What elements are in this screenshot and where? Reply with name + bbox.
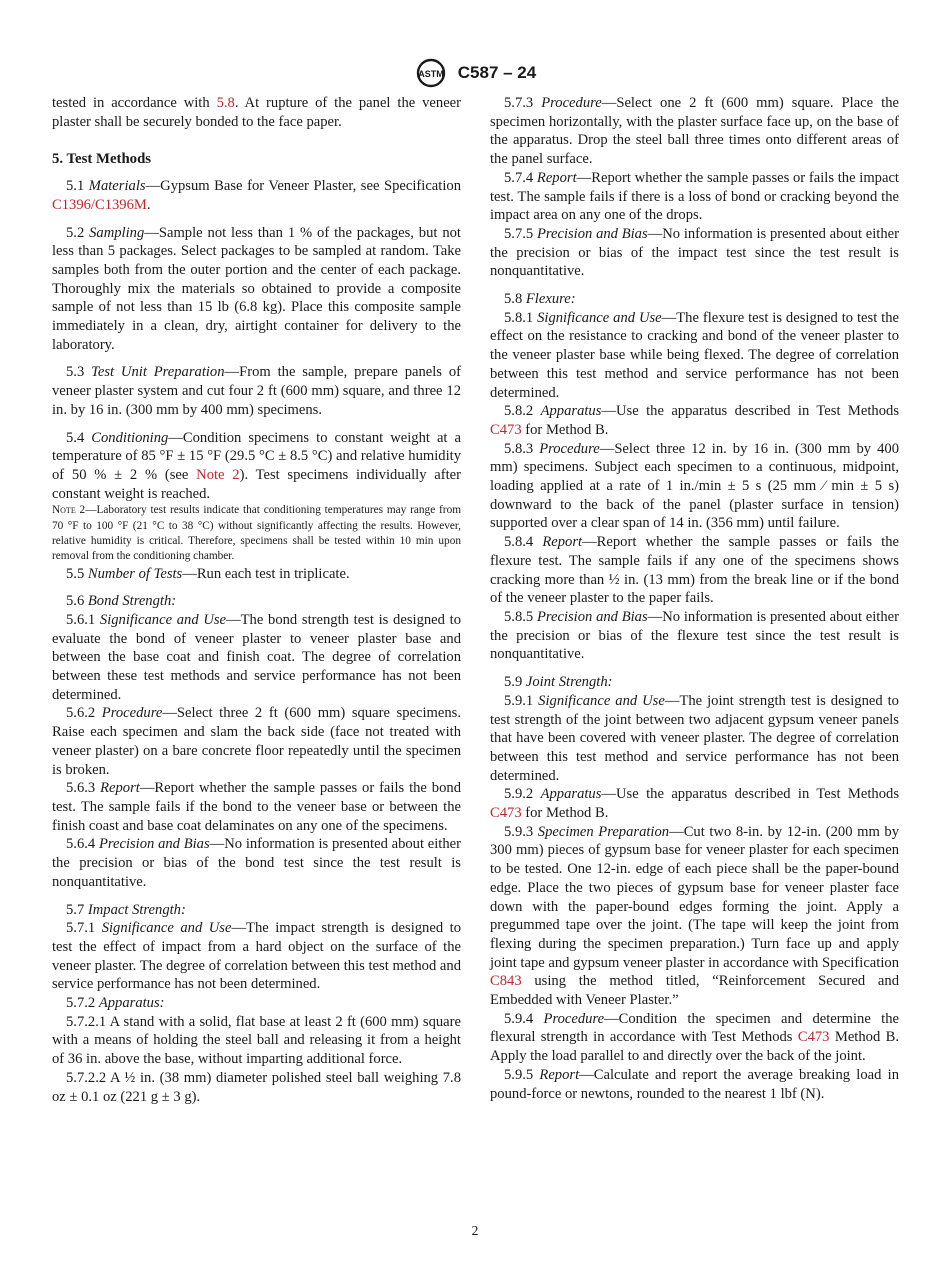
paragraph-continuation: tested in accordance with 5.8. At rupture of the panel the veneer plaster shall be securely bonded to the face paper. [52,95,462,130]
section-5-9-5: 5.9.5 Report—Calculate and report the average breaking load in pound-force or newtons, rounded to the nearest 1 lbf (N). [490,1066,899,1102]
standard-designation: C587 – 24 [457,63,537,82]
section-5-6: 5.6 Bond Strength: [66,593,177,610]
astm-logo-text: ASTM [418,69,444,79]
spec-link-c1396[interactable]: C1396/C1396M [52,196,147,213]
spec-link-c473[interactable]: C473 [797,1029,830,1046]
spec-link-c473[interactable]: C473 [490,421,522,438]
astm-logo-icon [414,58,448,88]
section-5-7-2-2: 5.7.2.2 A ½ in. (38 mm) diameter polished steel ball weighing 7.8 oz ± 0.1 oz (221 g ± 3 g). [52,1069,461,1105]
section-5-7-2: 5.7.2 Apparatus: [66,995,165,1012]
section-5-5: 5.5 Number of Tests—Run each test in triplicate. [66,565,350,582]
section-5-8: 5.8 Flexure: [504,291,576,308]
section-5-7-2-1: 5.7.2.1 A stand with a solid, flat base at least 2 ft (600 mm) square with a means of holding the steel ball and releasing it from a height of 36 in. above the base, without imparting additional force. [52,1013,461,1068]
section-5-7-4: 5.7.4 Report—Report whether the sample passes or fails the impact test. The sample fails if there is a loss of bond or cracking beyond the impact area on any one of the drops. [490,169,899,224]
section-5-9-3: 5.9.3 Specimen Preparation—Cut two 8-in. by 12-in. (200 mm by 300 mm) pieces of gypsum base for veneer plaster for each specimen to be tested. One 12-in. edge of each piece shall be the paper-bound edge. Place the two pieces of gypsum base for veneer plaster face down with the paper-bound edges forming the joint. Apply a pregummed tape over the joint. (The tape will keep the joint from flexing during the specimen preparation.) Turn face up and apply joint tape and gypsum veneer plaster in accordance with Specification C843 using the method titled, “Reinforcement Secured and Embedded with Veneer Plaster.” [490,823,899,1009]
section-5-8-2: 5.8.2 Apparatus—Use the apparatus described in Test Methods C473 for Method B. [490,403,899,438]
note-2: Note 2—Laboratory test results indicate that conditioning temperatures may range from 70 °F to 100 °F (21 °C to 38 °C) without significantly affecting the results. However, relative humidity is critical. Therefore, specimens shall be tested within 10 min upon removal from the conditioning chamber. [52,504,462,563]
section-link-5-8[interactable]: 5.8 [216,95,235,111]
section-5-6-4: 5.6.4 Precision and Bias—No information is presented about either the precision or bias of the bond test since the test result is nonquantitative. [52,836,461,890]
section-5-6-1: 5.6.1 Significance and Use—The bond strength test is designed to evaluate the bond of veneer plaster to veneer plaster base and between the base coat and finish coat. The degree of correlation between these test methods and service performance has not been determined. [52,611,461,703]
page-header [0,58,950,88]
section-5-3: 5.3 Test Unit Preparation—From the sample, prepare panels of veneer plaster system and cut four 2 ft (600 mm) square, and three 12 in. by 16 in. (300 mm by 400 mm) specimens. [52,364,461,418]
section-5-1: 5.1 Materials—Gypsum Base for Veneer Plaster, see Specification C1396/C1396M. [52,178,461,213]
section-5-8-4: 5.8.4 Report—Report whether the sample passes or fails the flexure test. The sample fails if any one of the specimens shows cracking more than ½ in. (13 mm) from the break line or if the bond of the veneer plaster to the paper fails. [490,534,899,607]
right-column [490,94,899,1103]
section-5-9-2: 5.9.2 Apparatus—Use the apparatus described in Test Methods C473 for Method B. [490,786,899,822]
left-column [52,94,461,1106]
section-5-2: 5.2 Sampling—Sample not less than 1 % of the packages, but not less than 5 packages. Select packages to be sampled at random. Take samples both from the outer portion and the center of each package. Thoroughly mix the materials so obtained to provide a composite sample of not less than 15 lb (6.8 kg). Place this composite sample immediately in a clean, dry, airtight container for delivery to the laboratory. [52,224,461,353]
section-5-6-3: 5.6.3 Report—Report whether the sample passes or fails the bond test. The sample fails if the bond to the veneer base or between the finish coast and base coat delaminates on any one of the specimens. [52,780,461,834]
spec-link-c473[interactable]: C473 [490,805,522,822]
section-5-9-4: 5.9.4 Procedure—Condition the specimen and determine the flexural strength in accordance with Test Methods C473 Method B. Apply the load parallel to and directly over the back of the joint. [490,1010,900,1065]
section-5-7-3: 5.7.3 Procedure—Select one 2 ft (600 mm) square. Place the specimen horizontally, with the plaster surface face up, on the base of the apparatus. Drop the steel ball three times onto different areas of the panel surface. [490,95,899,168]
section-5-8-1: 5.8.1 Significance and Use—The flexure test is designed to test the effect on the resistance to cracking and bond of the veneer plaster to the veneer plaster base while being flexed. The degree of correlation between this test method and service performance has not been determined. [490,309,899,401]
section-5-8-3: 5.8.3 Procedure—Select three 12 in. by 16 in. (300 mm by 400 mm) specimens. Subject each specimen to a continuous, midpoint, loading applied at a rate of 1 in./min ± 5 s (25 mm ⁄ min ± 5 s) downward to the back of the panel (plaster surface in tension) supported over a clear span of 14 in. (356 mm) until failure. [490,440,899,532]
spec-link-c843[interactable]: C843 [490,973,522,990]
section-5-9-1: 5.9.1 Significance and Use—The joint strength test is designed to test strength of the joint between two adjacent gypsum veneer panels that have been covered with veneer plaster. The degree of correlation between this test method and service performance has not been determined. [490,692,899,784]
section-5-7-5: 5.7.5 Precision and Bias—No information is presented about either the precision or bias of the impact test since the test result is nonquantitative. [490,225,899,280]
section-5-7-1: 5.7.1 Significance and Use—The impact strength is designed to test the effect of impact from a hard object on the surface of the veneer plaster. The degree of correlation between this test method and service performance has not been determined. [52,920,461,993]
section-5-9: 5.9 Joint Strength: [504,674,613,691]
section-5-7: 5.7 Impact Strength: [66,901,186,918]
section-heading-test-methods: 5. Test Methods [52,151,152,168]
section-5-6-2: 5.6.2 Procedure—Select three 2 ft (600 mm) square specimens. Raise each specimen and slam the back side (face not treated with veneer plaster) on a bare concrete floor repeatedly until the specimen is broken. [52,705,461,778]
page-number: 2 [471,1223,479,1238]
section-5-4: 5.4 Conditioning—Condition specimens to constant weight at a temperature of 85 °F ± 15 °F (29.5 °C ± 8.5 °C) and relative humidity of 50 % ± 2 % (see Note 2). Test specimens individually after constant weight is reached. [52,429,462,502]
note-link-2[interactable]: Note 2 [196,466,240,483]
section-5-8-5: 5.8.5 Precision and Bias—No information is presented about either the precision or bias of the flexure test since the test result is nonquantitative. [490,608,899,663]
